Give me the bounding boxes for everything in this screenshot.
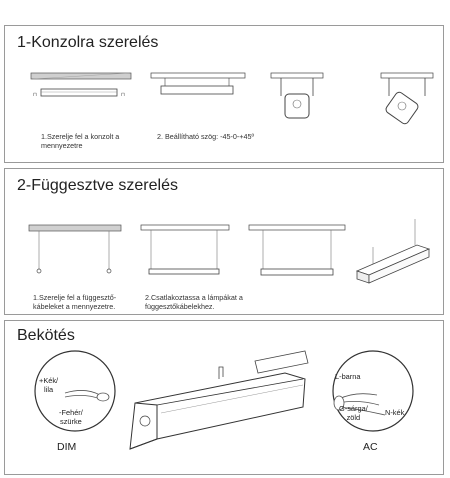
step2-caption: 2.Csatlakoztassa a lámpákat a függesztőkábelekhez.	[145, 293, 243, 311]
lamp-suspended-illustration	[249, 225, 345, 275]
bracket-mounting-title: 1-Konzolra szerelés	[17, 34, 159, 51]
suspended-mounting-title: 2-Függesztve szerelés	[17, 177, 178, 194]
bracket-mounting-panel	[4, 25, 444, 163]
dim-wire-plus-label: +Kék/ lila	[39, 376, 59, 394]
ceiling-cables-illustration	[29, 225, 121, 273]
luminaire-illustration	[130, 351, 308, 449]
svg-text:⊓: ⊓	[121, 92, 125, 98]
ac-label: AC	[363, 441, 378, 453]
wiring-panel	[4, 320, 444, 475]
dim-wire-minus-label: -Fehér/ szürke	[59, 408, 83, 426]
wiring-title: Bekötés	[17, 327, 75, 344]
angle-bracket-front-illustration	[271, 73, 323, 118]
cable-with-lamp-illustration	[141, 225, 229, 274]
lamp-3d-illustration	[357, 219, 429, 283]
dim-label: DIM	[57, 441, 77, 453]
svg-text:⊓: ⊓	[33, 92, 37, 98]
ac-wire-ground-label: G-sárga/ zöld	[339, 404, 368, 422]
suspended-mounting-panel	[4, 168, 444, 315]
step1-fixture-illustration	[151, 73, 245, 94]
ac-wire-live-label: L-barna	[335, 372, 361, 381]
step1-caption: 1.Szerelje fel a függesztő- kábeleket a mennyezetre.	[33, 293, 117, 311]
angle-bracket-tilted-illustration	[381, 73, 433, 125]
ac-wire-neutral-label: N-kék	[385, 408, 405, 417]
step1-bracket-illustration	[31, 73, 131, 98]
step2-caption: 2. Beállítható szög: -45-0-+45º	[157, 132, 255, 141]
step1-caption: 1.Szerelje fel a konzolt a mennyezetre	[41, 132, 120, 150]
